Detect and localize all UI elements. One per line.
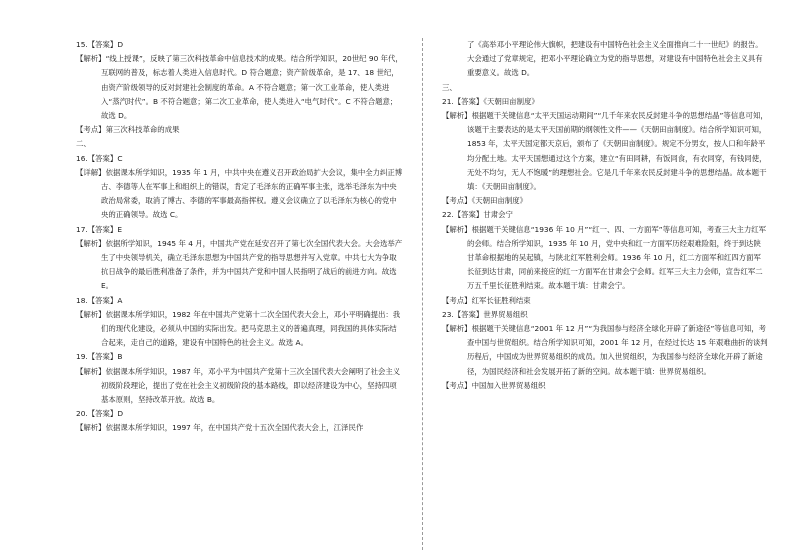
topic-15: 【考点】第三次科技革命的成果 [76,125,180,135]
answer-22: 22.【答案】甘肃会宁 [442,210,513,220]
answer-23: 23.【答案】世界贸易组织 [442,309,528,319]
analysis-23: 【解析】根据题干关键信息“2001 年 12 月”“为我国参与经济全球化开辟了新途径”等信息可知，考查中国与世贸组织。结合所学知识可知，2001 年 12 月，在经过长达 15 年艰难曲折的谈判历程后，中国成为世界贸易组织的成员。加入世贸组织，为我国参与经济全球化开辟了新途径，为国民经济和社会发展开拓了新的空间。故本题干填：世界贸易组织。 [442,324,768,376]
analysis-22: 【解析】根据题干关键信息“1936 年 10 月”“红一、四、一方面军”等信息可知，考查三大主力红军的会师。结合所学知识，1935 年 10 月，党中央和红一方面军历经艰难险阻，终于到达陕甘革命根据地的吴起镇，与陕北红军胜利会师。1936 年 10 月，红二方面军和红四方面军长征到达甘肃，同前来接应的红一方面军在甘肃会宁会师。红军三大主力会师，宣告红军二万五千里长征胜利结束。故本题干填：甘肃会宁。 [442,224,767,291]
analysis-15: 【解析】“线上授课”，反映了第三次科技革命中信息技术的成果。结合所学知识，20世纪 90 年代，互联网的普及，标志着人类进入信息时代。D 符合题意；资产阶级革命，是 17、18 世纪，由资产阶级领导的反对封建社会制度的革命。A 不符合题意；第一次工业革命，使人类进入“蒸汽时代”。B 不符合题意；第二次工业革命，使人类进入“电气时代”。C 不符合题意；故选 D。 [76,54,403,121]
right-column [442,38,768,393]
analysis-20: 【解析】依据课本所学知识，1997 年，在中国共产党十五次全国代表大会上，江泽民作 [76,423,364,433]
analysis-21: 【解析】根据题干关键信息“太平天国运动期间”“几千年来农民反封建斗争的思想结晶”等信息可知，该题干主要表达的是太平天国前期的纲领性文件——《天朝田亩制度》。结合所学知识可知，1853 年，太平天国定都天京后，颁布了《天朝田亩制度》。规定不分男女，按人口和年龄平均分配土地。太平天国想通过这个方案，建立“有田同耕，有饭同食，有衣同穿，有钱同使，无处不均匀，无人不饱暖”的理想社会。它是几千年来农民反封建斗争的思想结晶。故本题干填：《天朝田亩制度》。 [442,111,768,192]
column-divider [422,38,423,550]
topic-22: 【考点】红军长征胜利结束 [442,295,531,305]
answer-15: 15.【答案】D [76,40,124,49]
analysis-20-continued: 了《高举邓小平理论伟大旗帜，把建设有中国特色社会主义全面推向二十一世纪》的报告。大会通过了党章规定，把邓小平理论确立为党的指导思想，对建设有中国特色社会主义具有重要意义。故选 D。 [467,40,763,78]
analysis-18: 【解析】依据课本所学知识，1982 年在中国共产党第十二次全国代表大会上，邓小平明确提出：我们的现代化建设，必须从中国的实际出发。把马克思主义的普遍真理，同我国的具体实际结合起来，走自己的道路，建设有中国特色的社会主义。故选 A。 [76,309,401,348]
answer-21: 21.【答案】《天朝田亩制度》 [442,96,539,106]
left-column [76,38,404,436]
analysis-17: 【解析】依据所学知识，1945 年 4 月，中国共产党在延安召开了第七次全国代表大会。大会选举产生了中央领导机关，确立毛泽东思想为中国共产党的指导思想并写入党章。中共七大为争取抗日战争的最后胜利准备了条件，并为中国共产党和中国人民指明了战后的前进方向。故选 E。 [76,238,403,291]
answer-20: 20.【答案】D [76,409,124,419]
answer-18: 18.【答案】A [76,295,123,305]
answer-16: 16.【答案】C [76,153,123,163]
topic-23: 【考点】中国加入世界贸易组织 [442,380,546,390]
analysis-19: 【解析】依据课本所学知识，1987 年，邓小平为中国共产党第十三次全国代表大会阐明了社会主义初级阶段理论，提出了党在社会主义初级阶段的基本路线，即以经济建设为中心，坚持四项基本原则，坚持改革开放。故选 B。 [76,366,401,405]
analysis-16: 【详解】依据课本所学知识，1935 年 1 月，中共中央在遵义召开政治局扩大会议，集中全力纠正博古、李德等人在军事上和组织上的错误，肯定了毛泽东的正确军事主张，选举毛泽东为中央政治局常委，取消了博古、李德的军事最高指挥权。遵义会议确立了以毛泽东为核心的党中央的正确领导。故选 C。 [76,167,403,220]
section-3-heading: 三、 [442,82,457,92]
section-2-heading: 二、 [76,139,91,149]
topic-21: 【考点】《天朝田亩制度》 [442,196,527,206]
answer-19: 19.【答案】B [76,352,123,362]
answer-17: 17.【答案】E [76,224,122,234]
